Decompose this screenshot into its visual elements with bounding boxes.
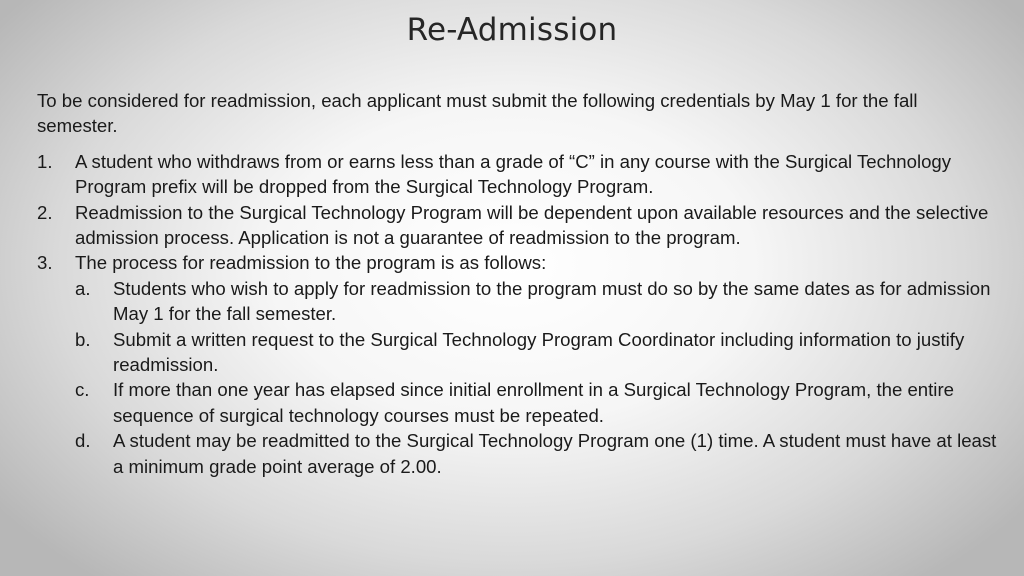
list-item-number: 2.	[37, 201, 53, 223]
sublist-item-letter: a.	[75, 277, 91, 299]
list-item	[37, 200, 997, 251]
lettered-sublist	[75, 276, 997, 479]
sublist-item	[75, 276, 997, 327]
slide-content	[37, 88, 997, 479]
slide-title: Re-Admission	[406, 12, 618, 48]
sublist-item-letter: d.	[75, 430, 91, 452]
list-item-text: The process for readmission to the program is as follows:	[75, 252, 547, 274]
list-item-text: Readmission to the Surgical Technology Program will be dependent upon available resources and the selective admission process. Application is not a guarantee of readmission to the program.	[75, 201, 989, 249]
sublist-item-letter: c.	[75, 379, 90, 401]
sublist-item-text: Submit a written request to the Surgical Technology Program Coordinator including information to justify readmission.	[113, 328, 965, 376]
sublist-item	[75, 377, 997, 428]
list-item	[37, 149, 997, 200]
sublist-item-text: If more than one year has elapsed since initial enrollment in a Surgical Technology Program, the entire sequence of surgical technology courses must be repeated.	[113, 379, 954, 426]
intro-paragraph: To be considered for readmission, each applicant must submit the following credentials by May 1 for the fall semester.	[37, 90, 918, 137]
list-item-number: 1.	[37, 150, 53, 172]
sublist-item	[75, 327, 997, 378]
sublist-item-text: Students who wish to apply for readmission to the program must do so by the same dates as for admission May 1 for the fall semester.	[113, 277, 991, 325]
numbered-list	[37, 149, 997, 479]
sublist-item-text: A student may be readmitted to the Surgical Technology Program one (1) time. A student must have at least a minimum grade point average of 2.00.	[113, 430, 997, 477]
list-item-text: A student who withdraws from or earns less than a grade of “C” in any course with the Surgical Technology Program prefix will be dropped from the Surgical Technology Program.	[75, 150, 952, 198]
list-item	[37, 250, 997, 479]
sublist-item	[75, 428, 997, 479]
list-item-number: 3.	[37, 252, 53, 274]
sublist-item-letter: b.	[75, 328, 91, 350]
